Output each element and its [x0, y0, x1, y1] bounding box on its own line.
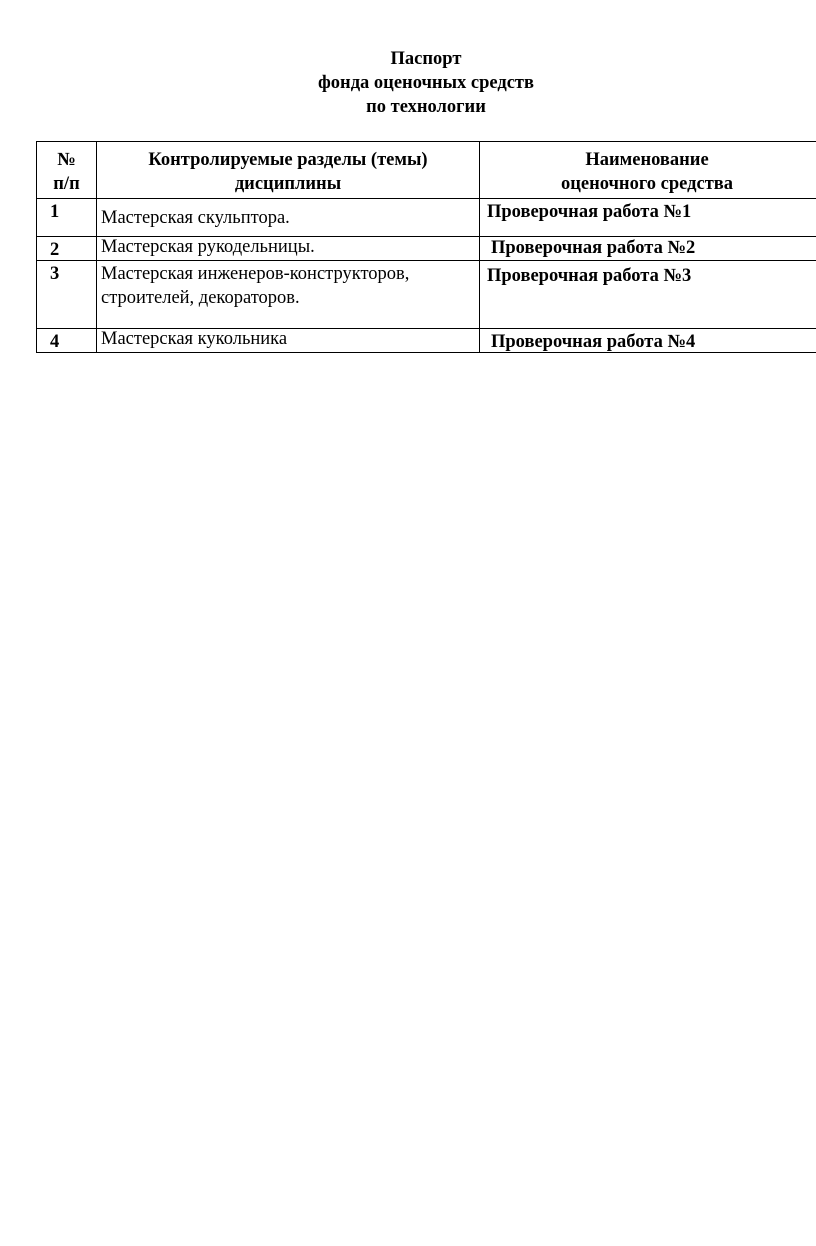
row-number: 3	[37, 261, 97, 329]
header-number-line-2: п/п	[53, 174, 80, 194]
header-topics-line-1: Контролируемые разделы (темы)	[148, 150, 428, 170]
row-topic-line-2: строителей, декораторов.	[101, 288, 300, 308]
row-topic	[97, 329, 480, 353]
header-assessment-tool	[480, 142, 816, 199]
row-assessment-tool: Проверочная работа №3	[480, 261, 816, 329]
row-topic-line-1: Мастерская инженеров-конструкторов,	[101, 264, 410, 284]
header-tool-line-1: Наименование	[585, 150, 709, 170]
row-number: 1	[37, 199, 97, 237]
header-topics	[97, 142, 480, 199]
row-topic	[97, 237, 480, 261]
row-number: 2	[37, 237, 97, 261]
table-header-row	[37, 142, 816, 199]
assessment-table	[36, 141, 816, 353]
title-line-2: фонда оценочных средств	[317, 73, 535, 93]
row-assessment-tool: Проверочная работа №2	[480, 237, 816, 261]
header-number-line-1: №	[57, 150, 76, 170]
row-topic	[97, 261, 480, 329]
header-number	[37, 142, 97, 199]
row-assessment-tool: Проверочная работа №1	[480, 199, 816, 237]
row-topic-line: Мастерская скульптора.	[101, 208, 290, 228]
table-row	[37, 329, 816, 353]
header-tool-line-2: оценочного средства	[560, 174, 734, 194]
row-number: 4	[37, 329, 97, 353]
table-row	[37, 237, 816, 261]
document-title	[0, 47, 816, 119]
title-line-3: по технологии	[366, 97, 486, 117]
header-topics-line-2: дисциплины	[234, 174, 342, 194]
row-topic-line: Мастерская кукольника	[101, 329, 288, 349]
table-row	[37, 199, 816, 237]
row-topic	[97, 199, 480, 237]
row-topic-line: Мастерская рукодельницы.	[101, 237, 315, 257]
row-assessment-tool: Проверочная работа №4	[480, 329, 816, 353]
table-row	[37, 261, 816, 329]
title-line-1: Паспорт	[390, 49, 462, 69]
